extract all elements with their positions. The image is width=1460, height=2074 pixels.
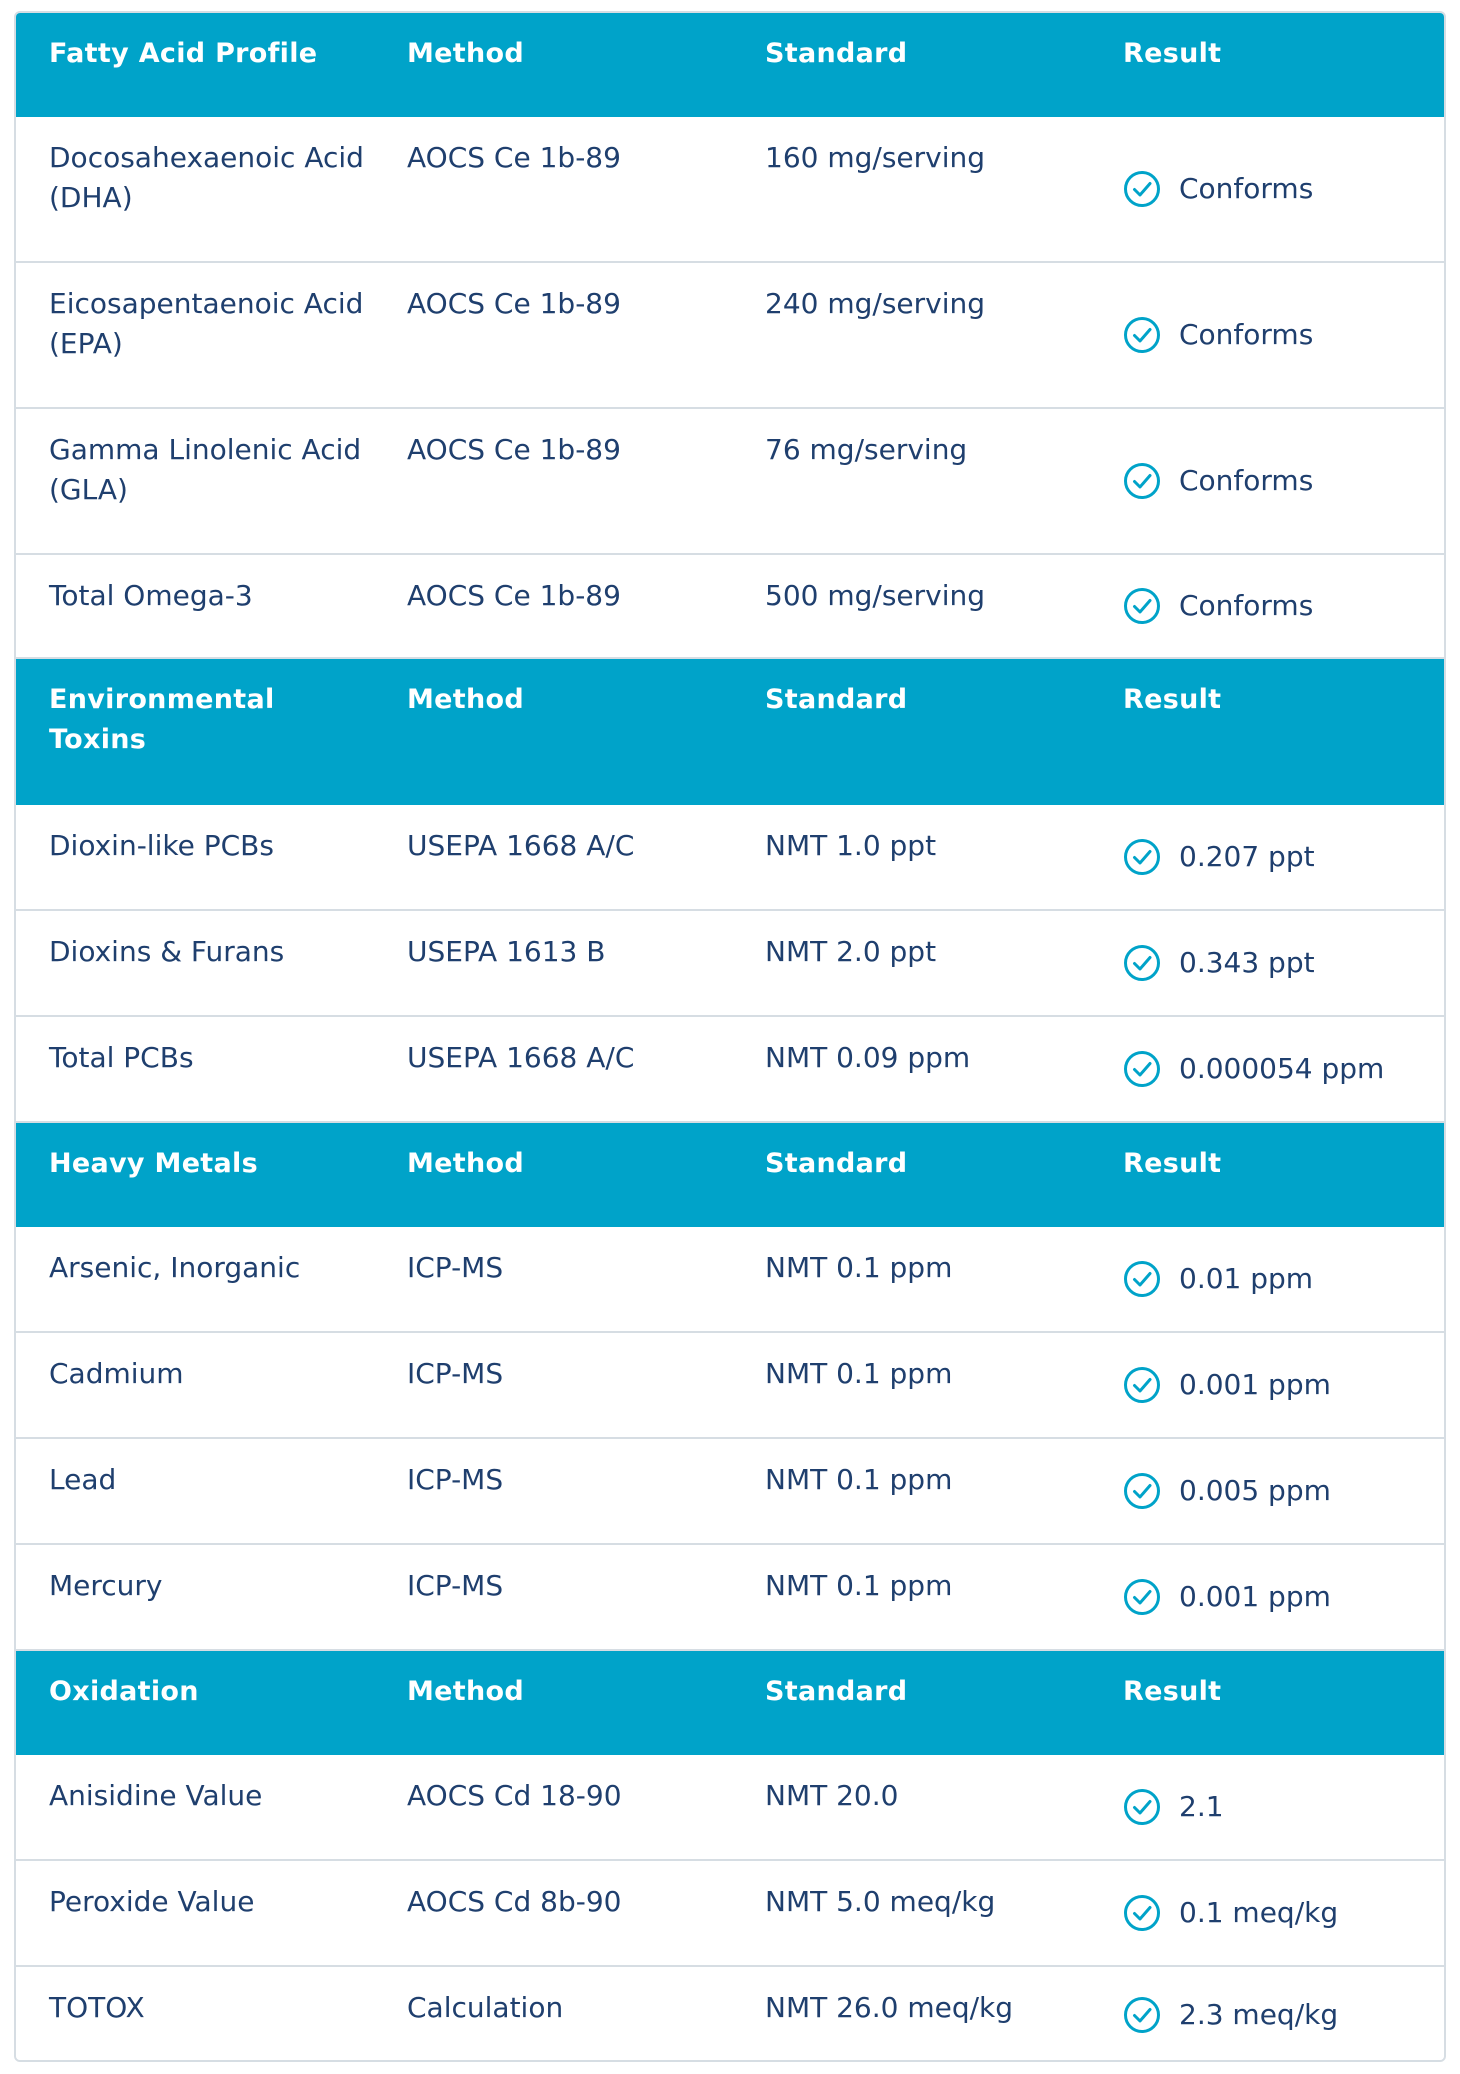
section-header-row	[16, 1123, 1444, 1227]
result-value: Conforms	[1179, 589, 1314, 622]
header-standard: Standard	[765, 1676, 908, 1707]
cell-method: AOCS Cd 18-90	[407, 1779, 622, 1812]
cell-standard: NMT 20.0	[765, 1779, 899, 1812]
cell-result	[1123, 943, 1433, 983]
header-result: Result	[1123, 1148, 1222, 1179]
cell-method: ICP-MS	[407, 1251, 504, 1284]
cell-standard: NMT 1.0 ppt	[765, 829, 937, 862]
table-row	[16, 263, 1444, 409]
check-circle-icon	[1123, 944, 1161, 982]
cell-name: Dioxins & Furans	[49, 935, 285, 968]
header-method: Method	[407, 1676, 524, 1707]
cell-standard: 240 mg/serving	[765, 287, 986, 320]
header-result: Result	[1123, 38, 1222, 69]
cell-result	[1123, 1787, 1433, 1827]
cell-name: Arsenic, Inorganic	[49, 1251, 301, 1284]
result-value: 2.1	[1179, 1790, 1224, 1823]
cell-method: AOCS Ce 1b-89	[407, 287, 621, 320]
cell-result	[1123, 837, 1433, 877]
cell-standard: 76 mg/serving	[765, 433, 968, 466]
test-results-table	[14, 11, 1446, 2062]
result-value: Conforms	[1179, 172, 1314, 205]
header-standard: Standard	[765, 684, 908, 715]
table-row	[16, 805, 1444, 911]
cell-result	[1123, 315, 1433, 355]
check-circle-icon	[1123, 1788, 1161, 1826]
header-standard: Standard	[765, 1148, 908, 1179]
cell-standard: 500 mg/serving	[765, 579, 986, 612]
cell-method: USEPA 1668 A/C	[407, 1041, 635, 1074]
cell-method: AOCS Ce 1b-89	[407, 433, 621, 466]
cell-standard: NMT 0.09 ppm	[765, 1041, 971, 1074]
table-row	[16, 1333, 1444, 1439]
table-row	[16, 1861, 1444, 1967]
check-circle-icon	[1123, 170, 1161, 208]
cell-result	[1123, 461, 1433, 501]
result-value: 0.001 ppm	[1179, 1580, 1331, 1613]
cell-name: Lead	[49, 1463, 117, 1496]
cell-result	[1123, 1995, 1433, 2035]
section-header-row	[16, 659, 1444, 805]
cell-name: Total PCBs	[49, 1041, 194, 1074]
cell-name: Dioxin-like PCBs	[49, 829, 274, 862]
table-row	[16, 1017, 1444, 1123]
result-value: 0.1 meq/kg	[1179, 1896, 1339, 1929]
cell-result	[1123, 586, 1433, 626]
check-circle-icon	[1123, 1578, 1161, 1616]
cell-method: ICP-MS	[407, 1463, 504, 1496]
cell-standard: NMT 0.1 ppm	[765, 1251, 953, 1284]
table-row	[16, 117, 1444, 263]
table-row	[16, 409, 1444, 555]
header-category: Environmental Toxins	[49, 684, 275, 755]
cell-standard: NMT 0.1 ppm	[765, 1357, 953, 1390]
cell-name: Mercury	[49, 1569, 163, 1602]
cell-result	[1123, 169, 1433, 209]
cell-name: TOTOX	[49, 1991, 145, 2024]
section-header-row	[16, 13, 1444, 117]
header-method: Method	[407, 684, 524, 715]
result-value: Conforms	[1179, 464, 1314, 497]
result-value: 0.005 ppm	[1179, 1474, 1331, 1507]
result-value: 0.000054 ppm	[1179, 1052, 1385, 1085]
result-value: 0.01 ppm	[1179, 1262, 1314, 1295]
section-header-row	[16, 1651, 1444, 1755]
cell-method: Calculation	[407, 1991, 564, 2024]
cell-method: AOCS Ce 1b-89	[407, 579, 621, 612]
table-row	[16, 1439, 1444, 1545]
cell-result	[1123, 1049, 1433, 1089]
header-category: Fatty Acid Profile	[49, 38, 318, 69]
result-value: 0.001 ppm	[1179, 1368, 1331, 1401]
cell-method: USEPA 1613 B	[407, 935, 606, 968]
cell-method: ICP-MS	[407, 1569, 504, 1602]
cell-method: AOCS Cd 8b-90	[407, 1885, 622, 1918]
check-circle-icon	[1123, 1366, 1161, 1404]
cell-result	[1123, 1893, 1433, 1933]
result-value: 2.3 meq/kg	[1179, 1997, 1339, 2031]
table-row	[16, 1967, 1444, 2062]
cell-name: Anisidine Value	[49, 1779, 263, 1812]
check-circle-icon	[1123, 316, 1161, 354]
result-value: 0.207 ppt	[1179, 840, 1315, 873]
cell-standard: NMT 2.0 ppt	[765, 935, 937, 968]
cell-standard: NMT 5.0 meq/kg	[765, 1885, 996, 1918]
check-circle-icon	[1123, 1472, 1161, 1510]
cell-method: AOCS Ce 1b-89	[407, 141, 621, 174]
check-circle-icon	[1123, 838, 1161, 876]
result-value: Conforms	[1179, 318, 1314, 351]
cell-result	[1123, 1365, 1433, 1405]
header-method: Method	[407, 1148, 524, 1179]
table-row	[16, 1545, 1444, 1651]
cell-method: USEPA 1668 A/C	[407, 829, 635, 862]
cell-standard: NMT 0.1 ppm	[765, 1463, 953, 1496]
header-category: Heavy Metals	[49, 1148, 258, 1179]
cell-result	[1123, 1577, 1433, 1617]
cell-name: Gamma Linolenic Acid (GLA)	[49, 433, 362, 506]
cell-name: Cadmium	[49, 1357, 184, 1390]
cell-name: Docosahexaenoic Acid (DHA)	[49, 141, 364, 214]
header-standard: Standard	[765, 38, 908, 69]
header-method: Method	[407, 38, 524, 69]
cell-name: Eicosapentaenoic Acid (EPA)	[49, 287, 364, 360]
cell-standard: 160 mg/serving	[765, 141, 986, 174]
table-row	[16, 1755, 1444, 1861]
check-circle-icon	[1123, 1260, 1161, 1298]
check-circle-icon	[1123, 1894, 1161, 1932]
header-category: Oxidation	[49, 1676, 199, 1707]
result-value: 0.343 ppt	[1179, 946, 1315, 979]
table-row	[16, 911, 1444, 1017]
check-circle-icon	[1123, 1050, 1161, 1088]
cell-result	[1123, 1471, 1433, 1511]
check-circle-icon	[1123, 462, 1161, 500]
check-circle-icon	[1123, 1996, 1161, 2034]
header-result: Result	[1123, 1676, 1222, 1707]
cell-result	[1123, 1259, 1433, 1299]
cell-name: Peroxide Value	[49, 1885, 255, 1918]
table-row	[16, 1227, 1444, 1333]
header-result: Result	[1123, 684, 1222, 715]
cell-name: Total Omega-3	[49, 579, 253, 612]
cell-standard: NMT 26.0 meq/kg	[765, 1991, 1014, 2024]
table-row	[16, 555, 1444, 659]
cell-standard: NMT 0.1 ppm	[765, 1569, 953, 1602]
cell-method: ICP-MS	[407, 1357, 504, 1390]
check-circle-icon	[1123, 587, 1161, 625]
